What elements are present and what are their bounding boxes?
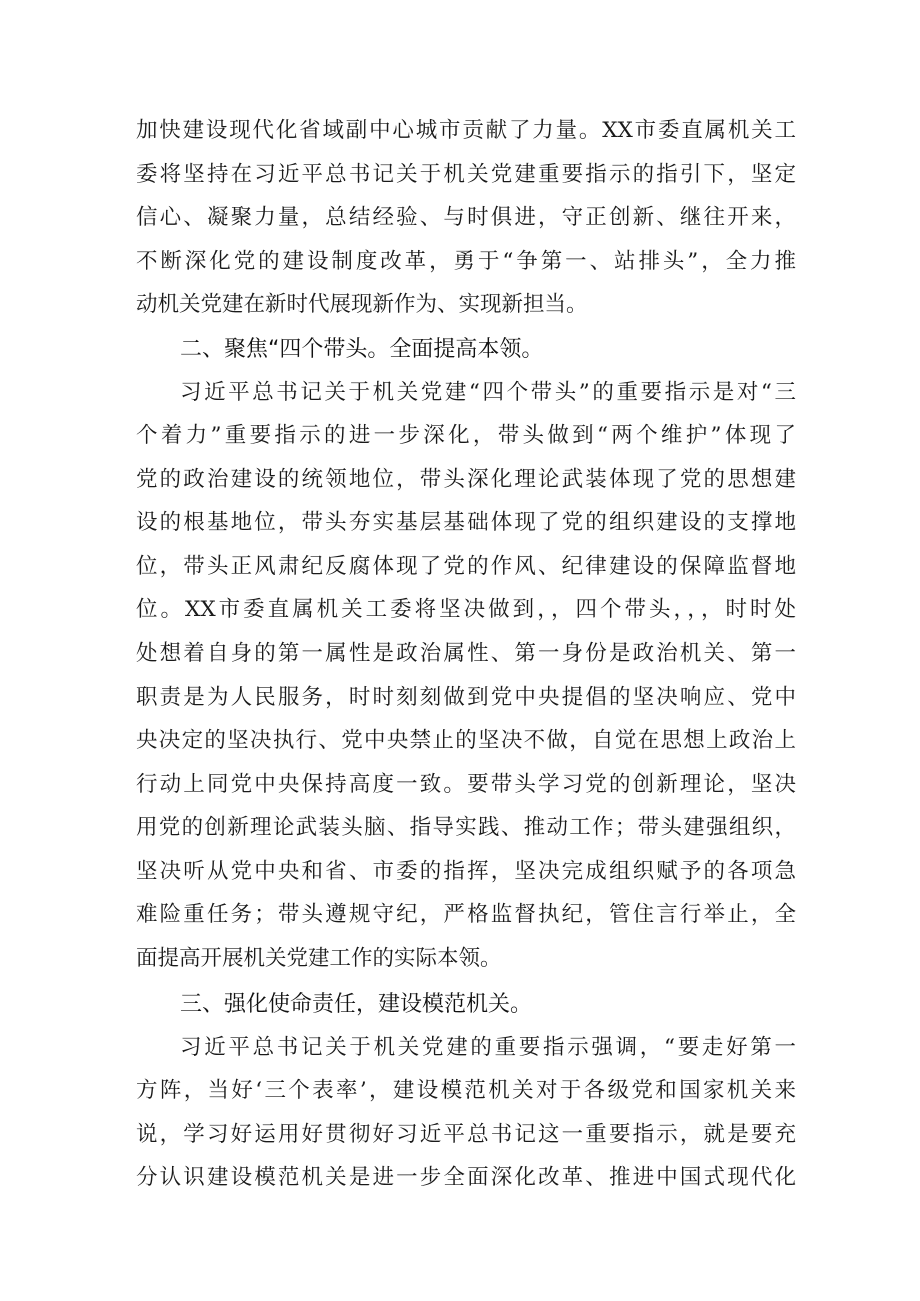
paragraph-line: 用党的创新理论武装头脑、指导实践、推动工作；带头建强组织， <box>136 815 796 840</box>
paragraph-line: 党的政治建设的统领地位，带头深化理论武装体现了党的思想建 <box>136 467 796 492</box>
paragraph-line: 个着力”重要指示的进一步深化，带头做到“两个维护”体现了 <box>136 423 796 448</box>
paragraph-line: 信心、凝聚力量，总结经验、与时俱进，守正创新、继往开来， <box>136 205 796 230</box>
paragraph-line: 难险重任务；带头遵规守纪，严格监督执纪，管住言行举止，全 <box>136 902 796 927</box>
paragraph-line: 习近平总书记关于机关党建“四个带头”的重要指示是对“三 <box>180 380 796 405</box>
section-heading: 二、聚焦“四个带头。全面提高本领。 <box>180 337 544 362</box>
paragraph-line: 面提高开展机关党建工作的实际本领。 <box>136 946 502 971</box>
paragraph-line: 设的根基地位，带头夯实基层基础体现了党的组织建设的支撑地 <box>136 510 796 535</box>
section-heading: 三、强化使命责任，建设模范机关。 <box>180 992 533 1017</box>
paragraph-line: 委将坚持在习近平总书记关于机关党建重要指示的指引下，坚定 <box>136 162 796 187</box>
paragraph-line: 行动上同党中央保持高度一致。要带头学习党的创新理论，坚决 <box>136 772 796 797</box>
paragraph-line: 职责是为人民服务，时时刻刻做到党中央提倡的坚决响应、党中 <box>136 685 796 710</box>
paragraph-line: 动机关党建在新时代展现新作为、实现新担当。 <box>136 292 588 317</box>
paragraph-line: 分认识建设模范机关是进一步全面深化改革、推进中国式现代化 <box>136 1165 796 1190</box>
paragraph-line: 位，带头正风肃纪反腐体现了党的作风、纪律建设的保障监督地 <box>136 554 796 579</box>
paragraph-line: 不断深化党的建设制度改革，勇于“争第一、站排头”，全力推 <box>136 249 796 274</box>
paragraph-line: 说，学习好运用好贯彻好习近平总书记这一重要指示，就是要充 <box>136 1122 796 1147</box>
paragraph-line: 位。XX市委直属机关工委将坚决做到，，四个带头，，，时时处 <box>136 597 796 622</box>
paragraph-line: 坚决听从党中央和省、市委的指挥，坚决完成组织赋予的各项急 <box>136 859 796 884</box>
paragraph-line: 习近平总书记关于机关党建的重要指示强调，“要走好第一 <box>180 1035 796 1060</box>
paragraph-line: 处想着自身的第一属性是政治属性、第一身份是政治机关、第一 <box>136 641 796 666</box>
paragraph-line: 加快建设现代化省域副中心城市贡献了力量。XX市委直属机关工 <box>136 118 796 143</box>
paragraph-line: 央决定的坚决执行、党中央禁止的坚决不做，自觉在思想上政治上 <box>136 728 796 753</box>
paragraph-line: 方阵，当好‘三个表率’，建设模范机关对于各级党和国家机关来 <box>136 1078 796 1103</box>
